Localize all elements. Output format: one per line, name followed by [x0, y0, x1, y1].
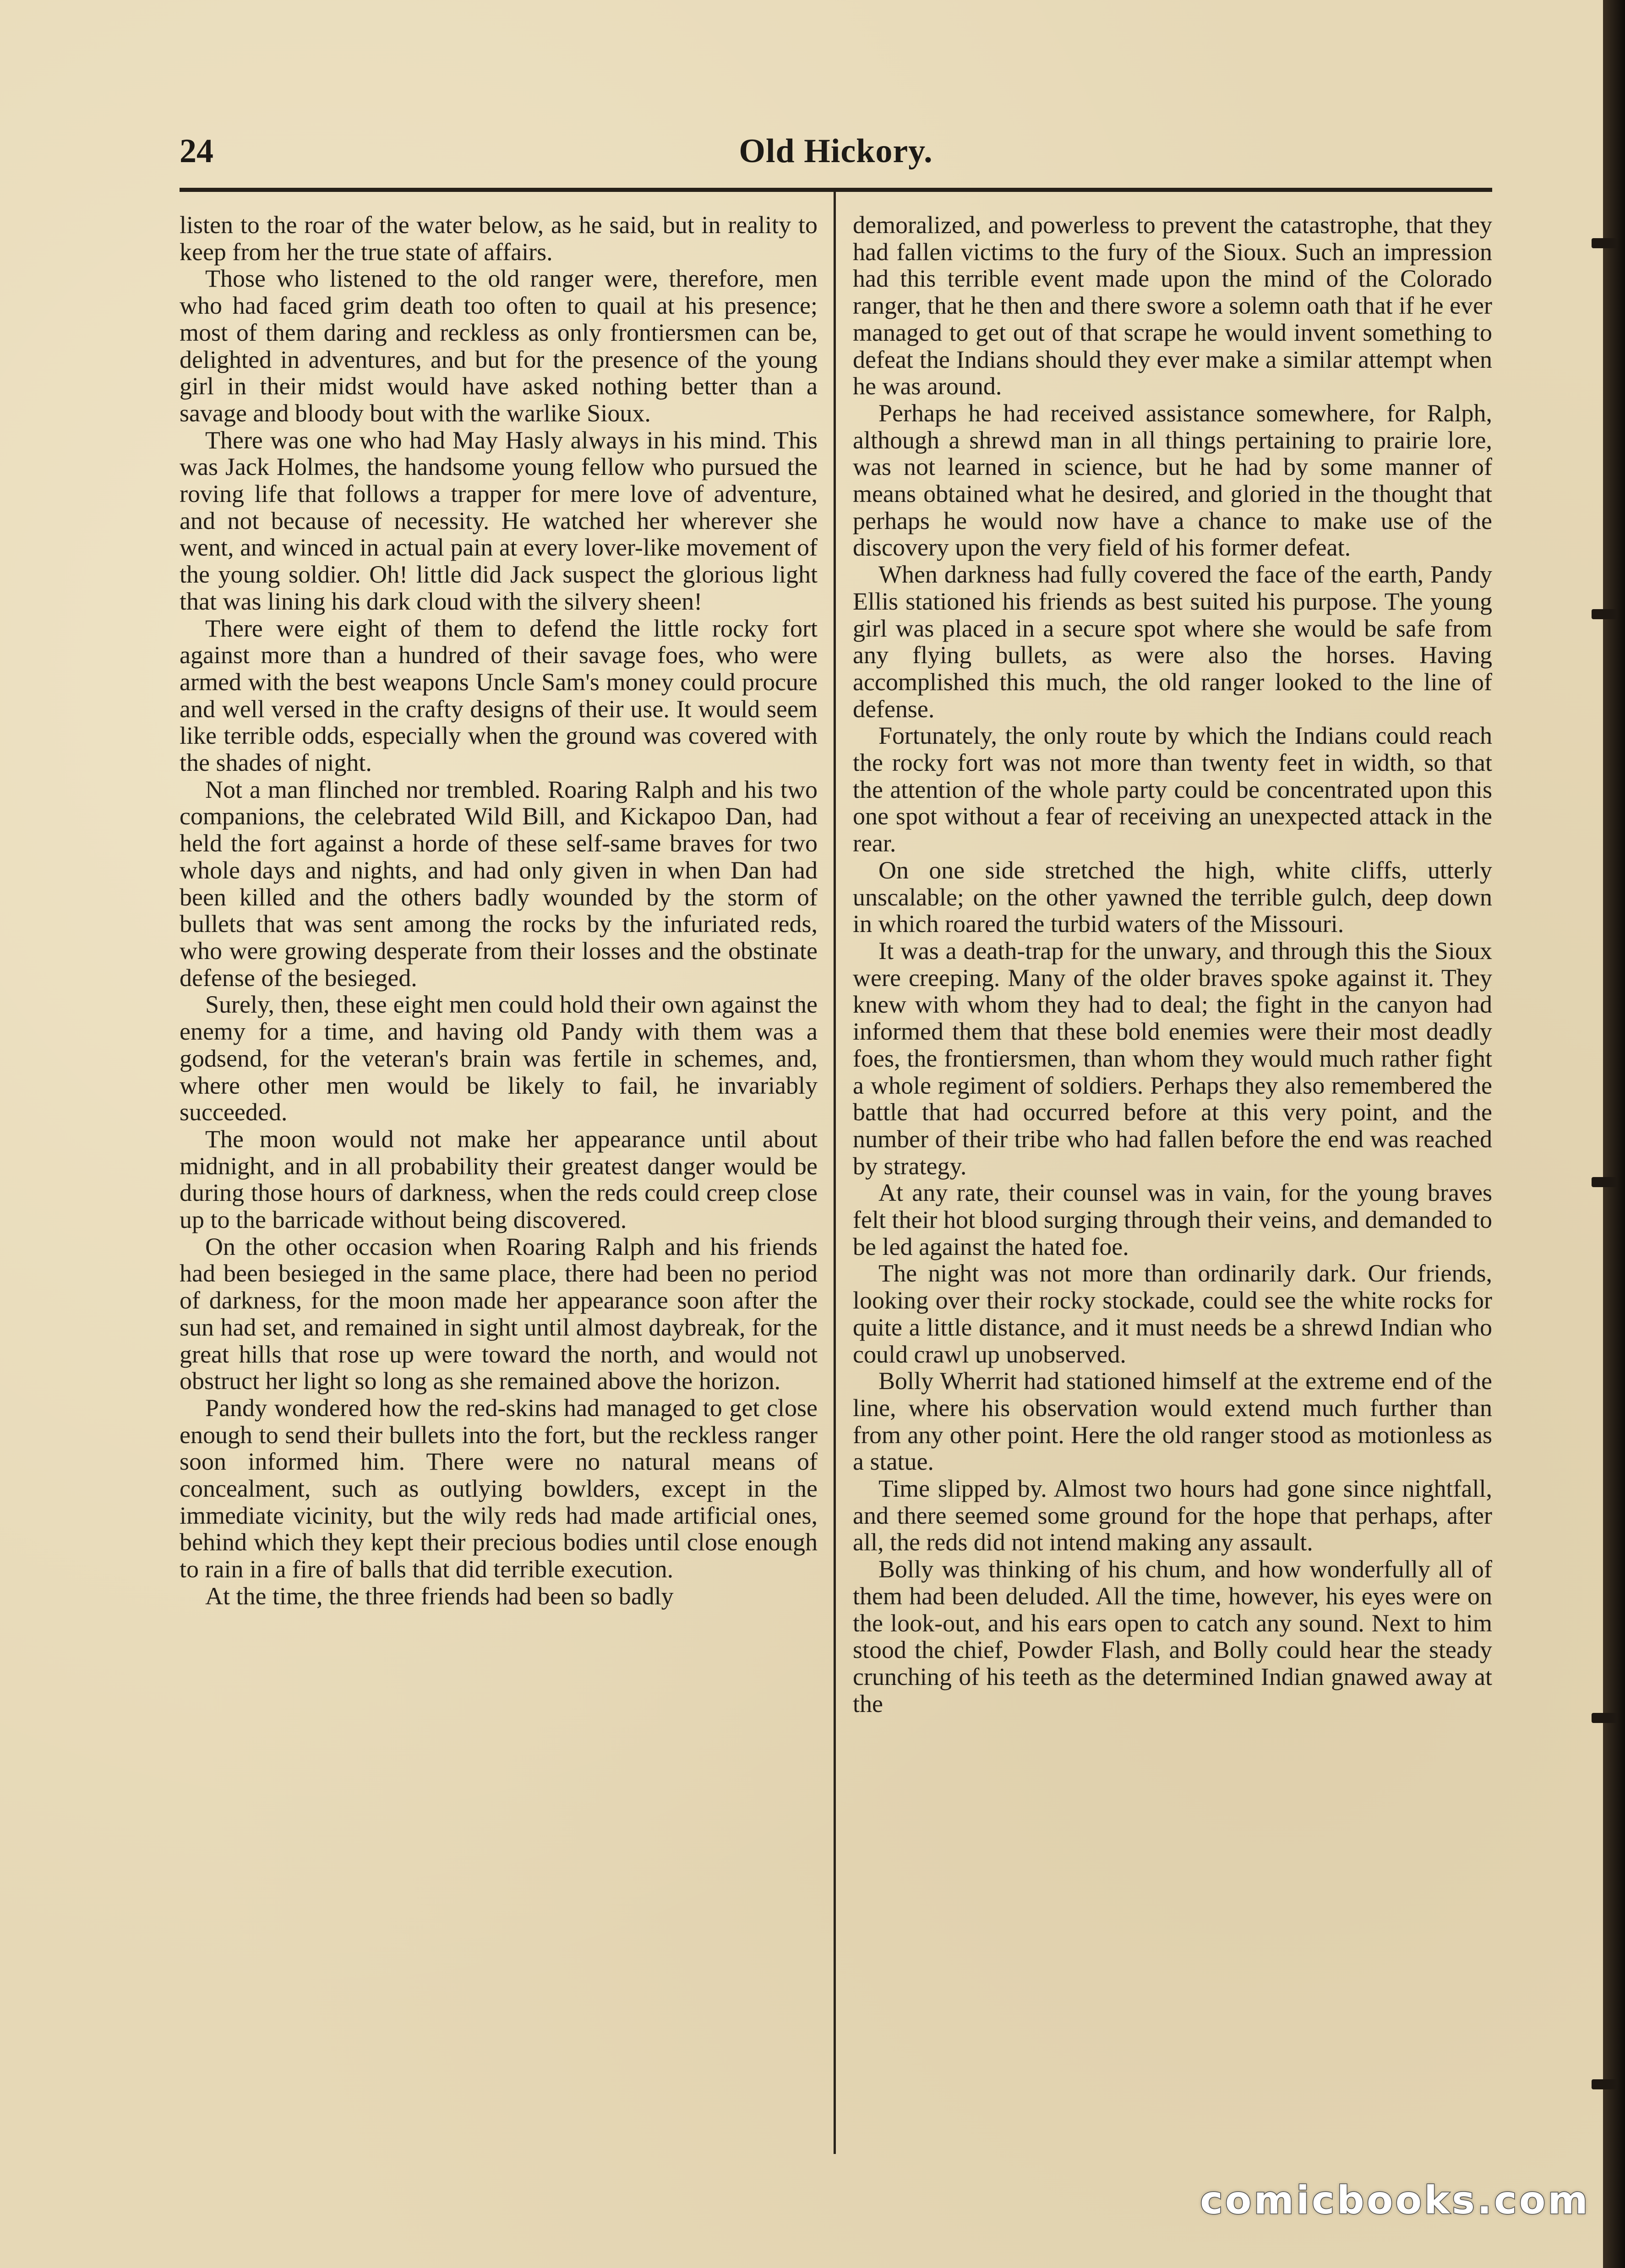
running-title: Old Hickory.	[739, 132, 933, 170]
paragraph: At any rate, their counsel was in vain, for the young braves felt their hot blood surging through their veins, and demanded to be led against the hated foe.	[853, 1179, 1492, 1260]
paragraph: listen to the roar of the water below, as he said, but in reality to keep from her the true state of affairs.	[180, 212, 818, 266]
paragraph: demoralized, and powerless to prevent the catastrophe, that they had fallen victims to the fury of the Sioux. Such an impression had this terrible event made upon the mind of the Colorado ranger, that he then and there swore a solemn oath that if he ever managed to get out of that scrape he would invent something to defeat the Indians should they ever make a similar attempt when he was around.	[853, 212, 1492, 400]
staple-notch	[1592, 609, 1617, 619]
paragraph: Surely, then, these eight men could hold their own against the enemy for a time, and having old Pandy with them was a godsend, for the veteran's brain was fertile in schemes, and, where other men would be likely to fail, he invariably succeeded.	[180, 991, 818, 1126]
paragraph: Perhaps he had received assistance somewhere, for Ralph, although a shrewd man in all things pertaining to prairie lore, was not learned in science, but he had by some manner of means obtained what he desired, and gloried in the thought that perhaps he would now have a chance to make use of the discovery upon the very field of his former defeat.	[853, 399, 1492, 562]
staple-notch	[1592, 2079, 1617, 2089]
paragraph: Bolly Wherrit had stationed himself at the extreme end of the line, where his observation would extend much further than from any other point. Here the old ranger stood as motionless as a statue.	[853, 1367, 1492, 1476]
paragraph: The night was not more than ordinarily dark. Our friends, looking over their rocky stockade, could see the white rocks for quite a little distance, and it must needs be a shrewd Indian who could crawl up unobserved.	[853, 1259, 1492, 1368]
page-header	[180, 132, 1492, 169]
header-rule	[180, 188, 1492, 192]
paragraph: There was one who had May Hasly always in his mind. This was Jack Holmes, the handsome young fellow who pursued the roving life that follows a trapper for mere love of adventure, and not because of necessity. He watched her wherever she went, and winced in actual pain at every lover-like movement of the young soldier. Oh! little did Jack suspect the glorious light that was lining his dark cloud with the silvery sheen!	[180, 426, 818, 615]
paragraph: When darkness had fully covered the face of the earth, Pandy Ellis stationed his friends as best suited his purpose. The young girl was placed in a secure spot where she would be safe from any flying bullets, as were also the horses. Having accomplished this much, the old ranger looked to the line of defense.	[853, 561, 1492, 723]
left-column	[180, 212, 818, 2135]
paragraph: It was a death-trap for the unwary, and through this the Sioux were creeping. Many of the older braves spoke against it. They knew with whom they had to deal; the fight in the canyon had informed them that these bold enemies were their most deadly foes, the frontiersmen, than whom they would much rather fight a whole regiment of soldiers. Perhaps they also remembered the battle that had occurred before at this very point, and the number of their tribe who had fallen before the end was reached by strategy.	[853, 937, 1492, 1180]
paragraph: On the other occasion when Roaring Ralph and his friends had been besieged in the same place, there had been no period of darkness, for the moon made her appearance soon after the sun had set, and remained in sight until almost daybreak, for the great hills that rose up were toward the north, and would not obstruct her light so long as she remained above the horizon.	[180, 1232, 818, 1395]
paragraph: Pandy wondered how the red-skins had managed to get close enough to send their bullets into the fort, but the reckless ranger soon informed him. There were no natural means of concealment, such as outlying bowlders, except in the immediate vicinity, but the wily reds had made artificial ones, behind which they kept their precious bodies until close enough to rain in a fire of balls that did terrible execution.	[180, 1394, 818, 1583]
paragraph: The moon would not make her appearance until about midnight, and in all probability their greatest danger would be during those hours of darkness, when the reds could creep close up to the barricade without being discovered.	[180, 1125, 818, 1234]
paragraph: Time slipped by. Almost two hours had gone since nightfall, and there seemed some ground for the hope that perhaps, after all, the reds did not intend making any assault.	[853, 1475, 1492, 1556]
staple-notch	[1592, 1177, 1617, 1187]
page-number: 24	[180, 132, 213, 170]
paragraph: At the time, the three friends had been so badly	[205, 1582, 674, 1610]
paragraph: There were eight of them to defend the little rocky fort against more than a hundred of their savage foes, who were armed with the best weapons Uncle Sam's money could procure and well versed in the crafty designs of their use. It would seem like terrible odds, especially when the ground was covered with the shades of night.	[180, 614, 818, 777]
binding-edge	[1603, 0, 1625, 2268]
right-column	[853, 212, 1492, 2135]
paragraph: Those who listened to the old ranger were, therefore, men who had faced grim death too often to quail at his presence; most of them daring and reckless as only frontiersmen can be, delighted in adventures, and but for the presence of the young girl in their midst would have asked nothing better than a savage and bloody bout with the warlike Sioux.	[180, 265, 818, 427]
staple-notch	[1592, 238, 1617, 248]
staple-notch	[1592, 1713, 1617, 1723]
paragraph: Not a man flinched nor trembled. Roaring Ralph and his two companions, the celebrated Wild Bill, and Kickapoo Dan, had held the fort against a horde of these self-same braves for two whole days and nights, and had only given in when Dan had been killed and the others badly wounded by the storm of bullets that was sent among the rocks by the infuriated reds, who were growing desperate from their losses and the obstinate defense of the besieged.	[180, 775, 818, 992]
paragraph: On one side stretched the high, white cliffs, utterly unscalable; on the other yawned the terrible gulch, deep down in which roared the turbid waters of the Missouri.	[853, 856, 1492, 938]
watermark-logo: comicbooks.com	[1200, 2178, 1590, 2223]
paragraph: Bolly was thinking of his chum, and how wonderfully all of them had been deluded. All the time, however, his eyes were on the look-out, and his ears open to catch any sound. Next to him stood the chief, Powder Flash, and Bolly could hear the steady crunching of his teeth as the determined Indian gnawed away at the	[853, 1555, 1492, 1717]
paragraph: Fortunately, the only route by which the Indians could reach the rocky fort was not more than twenty feet in width, so that the attention of the whole party could be concentrated upon this one spot without a fear of receiving an unexpected attack in the rear.	[853, 722, 1492, 857]
column-divider	[834, 191, 836, 2154]
